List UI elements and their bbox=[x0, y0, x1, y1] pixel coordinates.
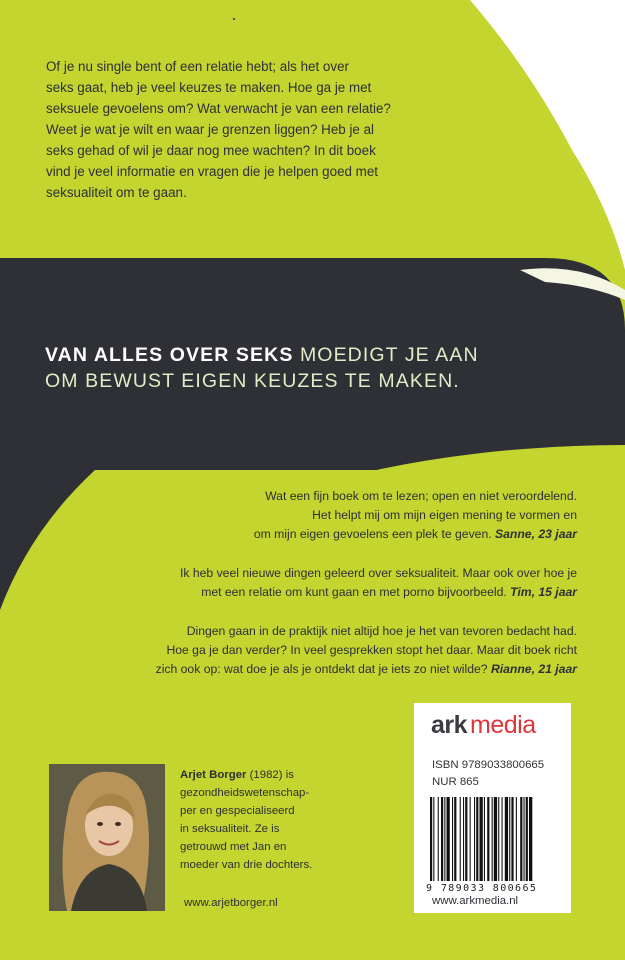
quote-text: om mijn eigen gevoelens een plek te geven. bbox=[253, 527, 492, 541]
author-bio-line: getrouwd met Jan en bbox=[180, 841, 287, 853]
quote-text: met een relatie om kunt gaan en met porno bijvoorbeeld. bbox=[201, 585, 507, 599]
quote-line: Het helpt mij om mijn eigen mening te vormen en bbox=[312, 508, 577, 522]
intro-line: Of je nu single bent of een relatie hebt; als het over bbox=[46, 59, 349, 74]
quote-author: Rianne, 21 jaar bbox=[490, 662, 577, 676]
author-bio bbox=[180, 766, 330, 874]
intro-line: seksuele gevoelens om? Wat verwacht je van een relatie? bbox=[46, 101, 391, 116]
barcode-icon bbox=[426, 797, 564, 881]
quote-line bbox=[147, 525, 577, 544]
intro-line: seks gehad of wil je daar nog mee wachten? In dit boek bbox=[46, 143, 376, 158]
quote-line: Ik heb veel nieuwe dingen geleerd over seksualiteit. Maar ook over hoe je bbox=[179, 566, 577, 580]
author-bio-line: moeder van drie dochters. bbox=[180, 859, 313, 871]
logo-media: media bbox=[470, 711, 536, 739]
author-bio-line: in seksualiteit. Ze is bbox=[180, 823, 280, 835]
testimonials bbox=[147, 487, 577, 699]
author-year: (1982) is bbox=[246, 769, 294, 781]
intro-paragraph bbox=[46, 56, 421, 203]
publisher-logo bbox=[431, 711, 536, 740]
banner-line-2: OM BEWUST EIGEN KEUZES TE MAKEN. bbox=[45, 370, 460, 392]
barcode-number: 9 789033 800665 bbox=[426, 883, 538, 894]
author-website-link[interactable]: www.arjetborger.nl bbox=[184, 897, 278, 909]
author-bio-line: per en gespecialiseerd bbox=[180, 805, 295, 817]
nur-text: NUR 865 bbox=[432, 776, 479, 788]
isbn-text: ISBN 9789033800665 bbox=[432, 759, 545, 771]
banner-statement bbox=[45, 342, 525, 394]
testimonial bbox=[147, 487, 577, 544]
author-name: Arjet Borger bbox=[180, 769, 247, 781]
white-top-right-arc bbox=[470, 0, 625, 270]
quote-line: Wat een fijn boek om te lezen; open en niet veroordelend. bbox=[265, 489, 577, 503]
quote-author: Sanne, 23 jaar bbox=[495, 527, 577, 541]
author-bio-line bbox=[180, 766, 330, 784]
testimonial bbox=[147, 622, 577, 679]
author-photo-illustration bbox=[49, 764, 165, 911]
banner-text-rest: MOEDIGT JE AAN bbox=[299, 344, 479, 366]
intro-line: seks gaat, heb je veel keuzes te maken. Hoe ga je met bbox=[46, 80, 372, 95]
banner-book-title: VAN ALLES OVER SEKS bbox=[45, 344, 294, 366]
author-bio-line: gezondheidswetenschap- bbox=[180, 787, 310, 799]
quote-line: Dingen gaan in de praktijk niet altijd hoe je het van tevoren bedacht had. bbox=[186, 624, 577, 638]
quote-text: zich ook op: wat doe je als je ontdekt dat je iets zo niet wilde? bbox=[155, 662, 488, 676]
intro-line: vind je veel informatie en vragen die je helpen goed met bbox=[46, 164, 379, 179]
dark-lower-corner bbox=[0, 470, 95, 610]
intro-line: seksualiteit om te gaan. bbox=[46, 185, 187, 200]
testimonial bbox=[147, 564, 577, 602]
intro-line: Weet je wat je wilt en waar je grenzen liggen? Heb je al bbox=[46, 122, 375, 137]
print-mark bbox=[233, 18, 235, 20]
publisher-box bbox=[414, 703, 571, 913]
banner-line-1 bbox=[45, 342, 525, 368]
quote-line bbox=[147, 583, 577, 602]
quote-line bbox=[147, 660, 577, 679]
publisher-website-link[interactable]: www.arkmedia.nl bbox=[432, 895, 519, 907]
logo-ark: ark bbox=[431, 711, 468, 739]
quote-author: Tim, 15 jaar bbox=[510, 585, 577, 599]
author-photo bbox=[49, 764, 165, 911]
quote-line: Hoe ga je dan verder? In veel gesprekken stopt het daar. Maar dit boek richt bbox=[166, 643, 577, 657]
